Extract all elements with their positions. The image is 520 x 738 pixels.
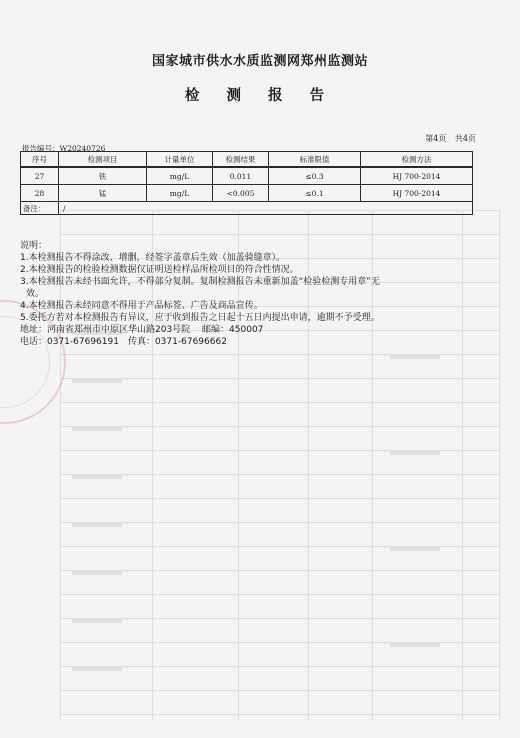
contact-line: 电话：0371-67696191 传真：0371-67696662 xyxy=(20,337,227,347)
column-header: 标准限值 xyxy=(269,152,361,168)
organization-name: 国家城市供水水质监测网郑州监测站 xyxy=(151,54,368,69)
table-row xyxy=(21,167,473,185)
notes-section xyxy=(20,240,500,348)
note-line: 5.委托方若对本检测报告有异议，应于收到报告之日起十五日内提出申请，逾期不予受理。 xyxy=(20,313,380,323)
note-line: 3.本检测报告未经书面允许，不得部分复制。复制检测报告未重新加盖“检验检测专用章”无 xyxy=(20,277,380,287)
report-number: 报告编号：W20240726 xyxy=(22,144,106,153)
page-indicator xyxy=(425,133,476,144)
standard-limit: ≤0.1 xyxy=(269,185,361,202)
column-header: 检测项目 xyxy=(59,152,147,168)
report-title: 检 测 报 告 xyxy=(184,88,336,104)
unit: mg/L xyxy=(147,167,213,185)
row-number: 28 xyxy=(21,185,59,202)
note-line: 4.本检测报告未经同意不得用于产品标签、广告及商品宣传。 xyxy=(20,301,263,311)
page-total: 共4页 xyxy=(454,134,476,143)
notes-heading: 说明： xyxy=(20,241,48,251)
row-number: 27 xyxy=(21,167,59,185)
address-line: 地址：河南省郑州市中原区华山路203号院 邮编：450007 xyxy=(20,325,264,335)
column-header: 检测方法 xyxy=(361,152,473,168)
remark-label: 备注： xyxy=(21,202,59,215)
column-header: 检测结果 xyxy=(213,152,269,168)
test-method: HJ 700-2014 xyxy=(361,167,473,185)
test-item: 铁 xyxy=(59,167,147,185)
remark-value: / xyxy=(59,202,473,215)
standard-limit: ≤0.3 xyxy=(269,167,361,185)
column-header: 计量单位 xyxy=(147,152,213,168)
note-line: 1.本检测报告不得涂改、增删，经签字盖章后生效（加盖骑缝章）。 xyxy=(20,253,286,263)
test-item: 锰 xyxy=(59,185,147,202)
unit: mg/L xyxy=(147,185,213,202)
test-result: <0.005 xyxy=(213,185,269,202)
results-table xyxy=(20,151,473,215)
test-result: 0.011 xyxy=(213,167,269,185)
note-line: 2.本检测报告的检验检测数据仅证明送检样品所检项目的符合性情况。 xyxy=(20,265,299,275)
remark-row xyxy=(21,202,473,215)
table-header-row xyxy=(21,152,473,168)
table-row xyxy=(21,185,473,202)
note-line: 效。 xyxy=(26,289,45,299)
test-method: HJ 700-2014 xyxy=(361,185,473,202)
page-current: 第4页 xyxy=(425,134,447,143)
column-header: 序号 xyxy=(21,152,59,168)
